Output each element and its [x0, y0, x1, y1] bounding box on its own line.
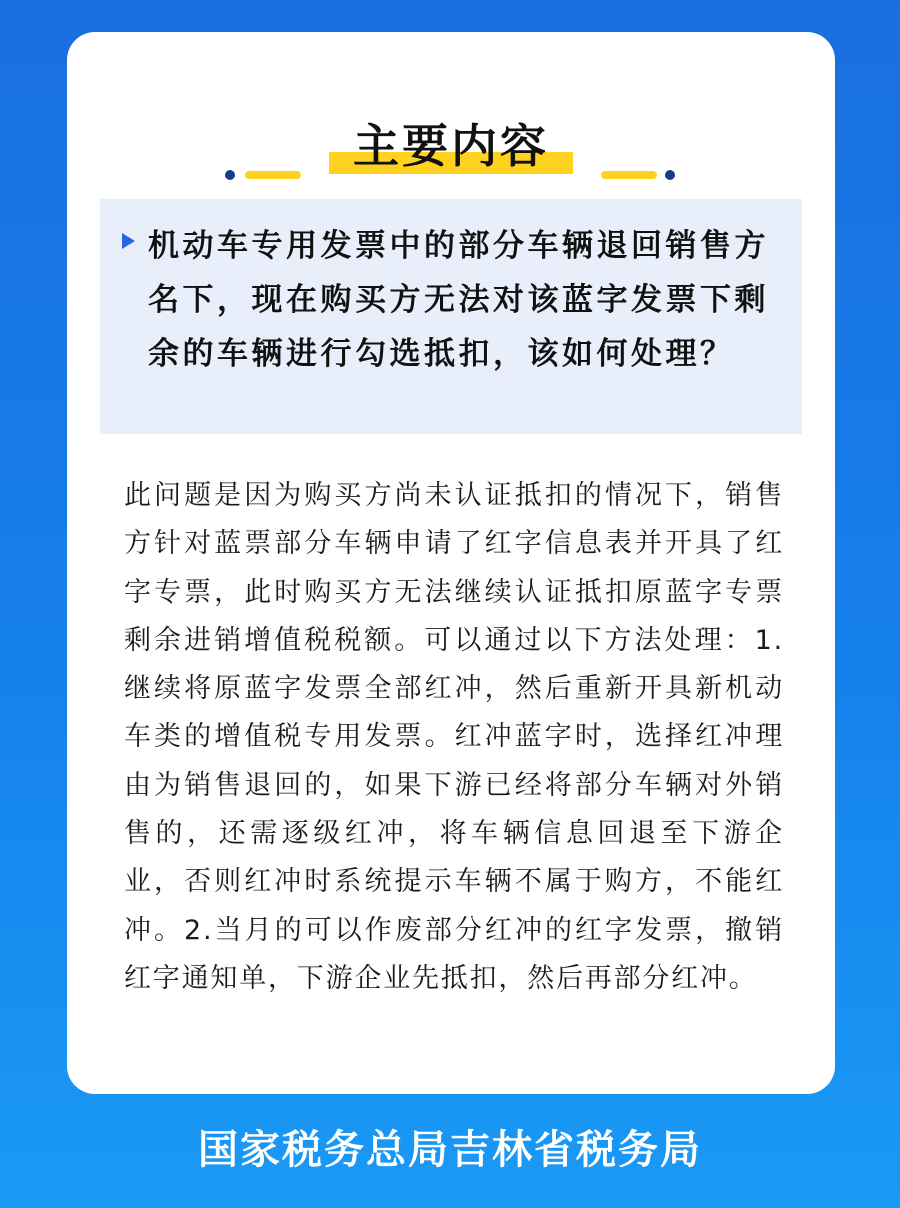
footer-organization: 国家税务总局吉林省税务局: [198, 1127, 702, 1173]
right-dot-decoration: [665, 170, 675, 180]
content-card: [67, 32, 835, 1094]
left-bar-decoration: [245, 171, 301, 179]
right-bar-decoration: [601, 171, 657, 179]
section-title: [67, 112, 835, 192]
answer-text: 此问题是因为购买方尚未认证抵扣的情况下，销售方针对蓝票部分车辆申请了红字信息表并开具了红字专票，此时购买方无法继续认证抵扣原蓝字专票剩余进销增值税税额。可以通过以下方法处理：1.继续将原蓝字发票全部红冲，然后重新开具新机动车类的增值税专用发票。红冲蓝字时，选择红冲理由为销售退回的，如果下游已经将部分车辆对外销售的，还需逐级红冲，将车辆信息回退至下游企业，否则红冲时系统提示车辆不属于购方，不能红冲。2.当月的可以作废部分红冲的红字发票，撤销红字通知单，下游企业先抵扣，然后再部分红冲。: [124, 480, 784, 994]
question-box: [100, 199, 802, 434]
page-title: 主要内容: [353, 119, 549, 173]
left-dot-decoration: [225, 170, 235, 180]
triangle-bullet-icon: [122, 233, 135, 249]
question-text: 机动车专用发票中的部分车辆退回销售方名下，现在购买方无法对该蓝字发票下剩余的车辆进行勾选抵扣，该如何处理？: [148, 228, 769, 372]
